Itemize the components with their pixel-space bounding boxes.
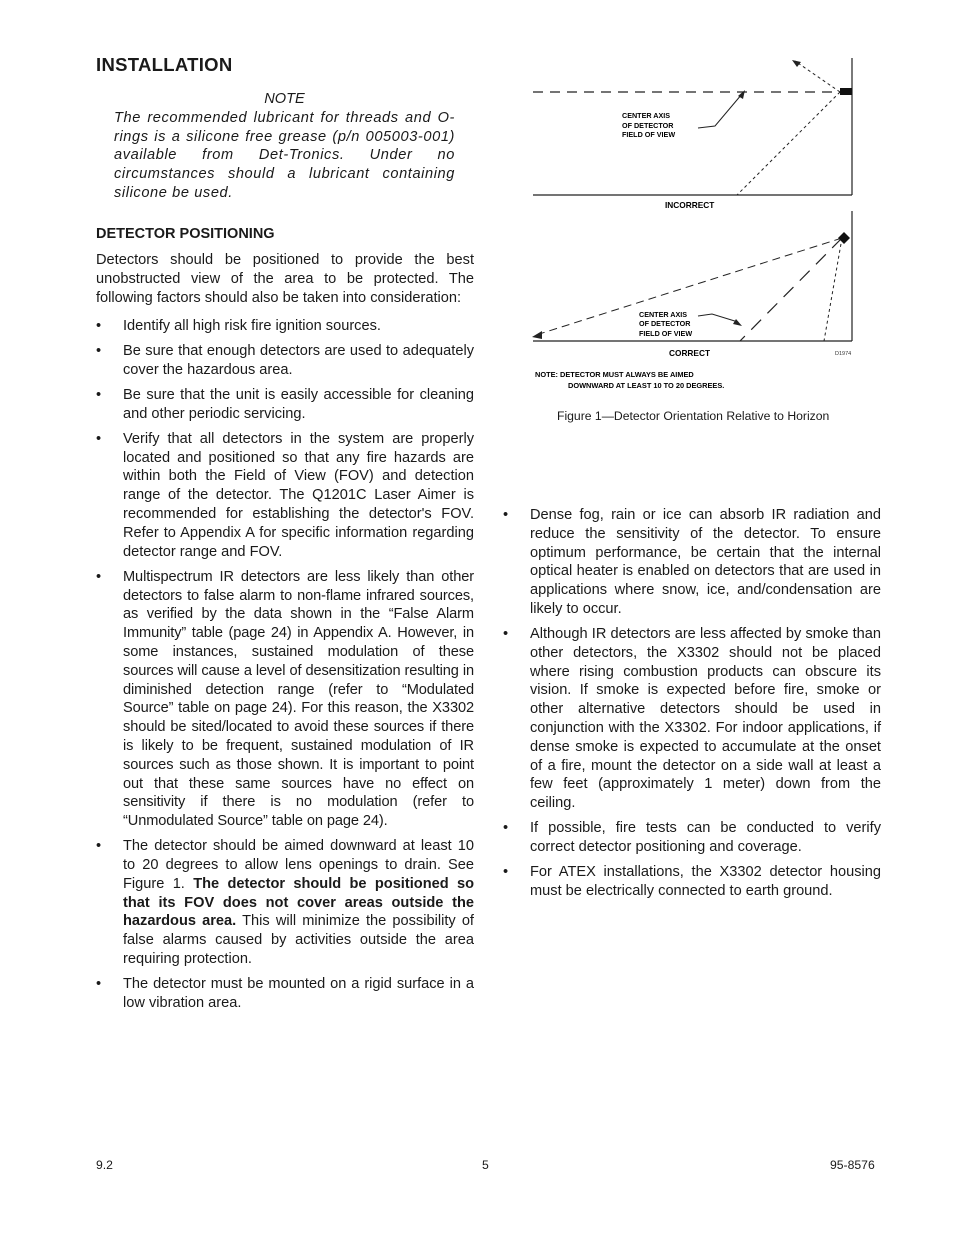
incorrect-leader-line [698,94,742,128]
correct-label: CORRECT [669,348,711,358]
list-item: • Multispectrum IR detectors are less likely than other detectors to false alarm to non-flame infrared sources, as verified by the data shown in the “False Alarm Immunity” table (page 24) in Appendix A. However, in some instances, sustained modulation of these sources will cause a level of desensitization resulting in diminished detection range (refer to “Modulated Source” table on page 24). For this reason, the X3302 should be sited/located to avoid these sources if there is likely to be frequent, sustained modulation of IR sources such as those shown. It is important to point out that these same sources have no effect on sensitivity if there is no modulation (refer to “Unmodulated Source” table on page 24). [96,568,474,830]
left-bullet-list [96,317,474,1019]
incorrect-fov-upper [795,61,840,92]
list-item: • Identify all high risk fire ignition sources. [96,318,381,334]
list-item: • Although IR detectors are less affected by smoke than other detectors, the X3302 should not be placed where rising combustion products can obscure its vision. If smoke is expected before fire, smoke or other alternative detectors should be used in conjunction with the X3302. For indoor applications, if dense smoke is expected to accumulate at the onset of a fire, mount the detector on a side wall at least a few feet (approximately 1 meter) down from the ceiling. [503,626,881,812]
figure-note-line-1: NOTE: DETECTOR MUST ALWAYS BE AIMED [535,370,694,379]
arrow-head-icon [792,60,801,67]
incorrect-fov-lower [737,92,840,195]
lubricant-note [114,90,455,203]
note-title: NOTE [264,91,305,107]
correct-axis-label-3: FIELD OF VIEW [639,329,693,338]
correct-center-axis [740,238,842,341]
note-text: The recommended lubricant for threads and O-rings is a silicone free grease (p/n 005003-001) available from Det-Tronics. Under no circumstances should a lubricant containing silicone be used. [114,109,455,201]
list-item: • The detector must be mounted on a rigid surface in a low vibration area. [96,976,474,1011]
correct-fov-lower [824,238,842,341]
incorrect-axis-label-3: FIELD OF VIEW [622,130,676,139]
document-number: 95-8576 [830,1158,875,1172]
footer-revision: 9.2 [96,1158,113,1172]
correct-axis-label-2: OF DETECTOR [639,319,691,328]
drawing-id: D1974 [835,351,852,357]
incorrect-label: INCORRECT [665,200,715,210]
list-item: • The detector should be aimed downward at least 10 to 20 degrees to allow lens openings to drain. See Figure 1. The detector should be positioned so that its FOV does not cover areas outside the hazardous area. This will minimize the possibility of false alarms caused by activities outside the area requiring protection. [96,838,474,967]
correct-axis-label-1: CENTER AXIS [639,310,688,319]
list-item: • Be sure that the unit is easily accessible for cleaning and other periodic servicing. [96,386,474,422]
arrow-head-icon [733,319,742,326]
correct-leader-line [698,314,738,322]
section-title: INSTALLATION [96,54,233,75]
figure-drawing [530,58,860,398]
incorrect-axis-label-2: OF DETECTOR [622,121,674,130]
detector-orientation-figure [530,58,860,398]
right-bullet-list [503,506,881,907]
list-item: • If possible, fire tests can be conducted to verify correct detector positioning and coverage. [503,820,881,856]
incorrect-detector-icon [840,88,852,95]
incorrect-axis-label-1: CENTER AXIS [622,111,671,120]
list-item: • For ATEX installations, the X3302 detector housing must be electrically connected to earth ground. [503,864,881,900]
intro-paragraph: Detectors should be positioned to provide the best unobstructed view of the area to be protected. The following factors should also be taken into consideration: [96,252,474,306]
correct-detector-icon [838,232,850,244]
figure-caption: Figure 1—Detector Orientation Relative to Horizon [557,409,830,423]
figure-note-line-2: DOWNWARD AT LEAST 10 TO 20 DEGREES. [568,381,725,390]
list-item: • Verify that all detectors in the system are properly located and positioned so that any fire hazards are within both the Field of View (FOV) and detection range of the detector. The Q1201C Laser Aimer is recommended for establishing the detector's FOV. Refer to Appendix A for specific information regarding detector range and FOV. [96,430,474,560]
bold-warning: The detector should be positioned so that its FOV does not cover areas outside the hazardous area. [123,875,474,930]
list-item: • Dense fog, rain or ice can absorb IR radiation and reduce the sensitivity of the detector. To ensure optimum performance, be certain that the internal optical heater is enabled on detectors that are used in applications where snow, ice, and/condensation are likely to occur. [503,507,881,617]
list-item: • Be sure that enough detectors are used to adequately cover the hazardous area. [96,343,474,378]
arrow-head-icon [532,331,542,339]
page-number: 5 [482,1158,489,1172]
detector-positioning-heading: DETECTOR POSITIONING [96,226,275,242]
